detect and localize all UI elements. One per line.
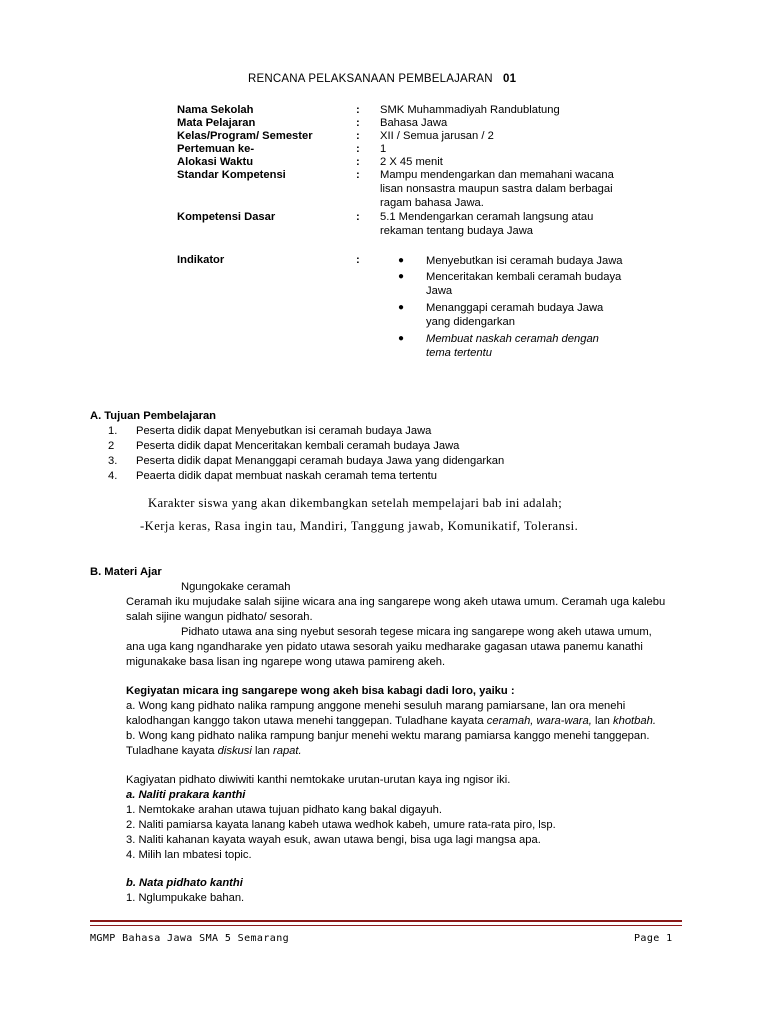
paragraph-line (126, 744, 302, 758)
bullet-icon: ● (398, 271, 405, 282)
footer-rule (90, 925, 682, 926)
text-run: Tuladhane kayata (126, 745, 218, 757)
tujuan-item: Peserta didik dapat Menyebutkan isi ceramah budaya Jawa (136, 425, 432, 437)
paragraph-line: migunakake basa lisan ing ngarepe wong utawa pamireng akeh. (126, 656, 446, 668)
karakter-list: -Kerja keras, Rasa ingin tau, Mandiri, Tanggung jawab, Komunikatif, Toleransi. (140, 519, 579, 533)
text-run-italic: diskusi (217, 745, 252, 757)
footer-page-number: Page 1 (634, 933, 673, 944)
naliti-item: 3. Naliti kahanan kayata wayah esuk, awan utawa bengi, bisa uga lagi mangsa apa. (126, 834, 541, 846)
value-kelas: XII / Semua jarusan / 2 (380, 130, 494, 142)
value-mata-pelajaran: Bahasa Jawa (380, 117, 448, 129)
indikator-item: Membuat naskah ceramah dengan (426, 333, 599, 345)
kegiyatan-heading: Kegiyatan micara ing sangarepe wong akeh bisa kabagi dadi loro, yaiku : (126, 685, 515, 697)
colon: : (356, 117, 360, 129)
document-title (248, 72, 516, 86)
paragraph-line: Kagiyatan pidhato diwiwiti kanthi nemtokake urutan-urutan kaya ing ngisor iki. (126, 774, 511, 786)
indikator-item-cont: tema tertentu (426, 347, 492, 359)
colon: : (356, 254, 360, 266)
label-alokasi-waktu: Alokasi Waktu (177, 156, 254, 168)
indikator-item-cont: yang didengarkan (426, 316, 515, 328)
nata-item: 1. Nglumpukake bahan. (126, 892, 245, 904)
label-kompetensi-dasar: Kompetensi Dasar (177, 211, 276, 223)
list-number: 4. (108, 470, 118, 482)
colon: : (356, 130, 360, 142)
label-mata-pelajaran: Mata Pelajaran (177, 117, 256, 129)
paragraph-line: a. Wong kang pidhato nalika rampung anggone menehi sesuluh marang pamiarsane, lan ora menehi (126, 700, 626, 712)
list-number: 1. (108, 425, 118, 437)
materi-subtitle: Ngungokake ceramah (181, 581, 291, 593)
paragraph-line: b. Wong kang pidhato nalika rampung banjur menehi wektu marang pamiarsa kanggo menehi tanggepan. (126, 730, 650, 742)
value-alokasi-waktu: 2 X 45 menit (380, 156, 443, 168)
tujuan-item: Peserta didik dapat Menanggapi ceramah budaya Jawa yang didengarkan (136, 455, 505, 467)
colon: : (356, 156, 360, 168)
value-nama-sekolah: SMK Muhammadiyah Randublatung (380, 104, 560, 116)
title-text: RENCANA PELAKSANAAN PEMBELAJARAN (248, 73, 493, 85)
text-run-italic: ceramah, wara-wara, (486, 715, 592, 727)
colon: : (356, 143, 360, 155)
paragraph-line: ana uga kang ngandharake yen pidato utawa sesorah yaiku medharake gagasan utawa panemu kanathi (126, 641, 643, 653)
bullet-icon: ● (398, 255, 405, 266)
bullet-icon: ● (398, 302, 405, 313)
paragraph-line: salah sijine wangun pidhato/ sesorah. (126, 611, 313, 623)
colon: : (356, 211, 360, 223)
subheading-nata: b. Nata pidhato kanthi (126, 877, 243, 889)
indikator-item: Menyebutkan isi ceramah budaya Jawa (426, 255, 623, 267)
text-run: lan (591, 715, 614, 727)
label-nama-sekolah: Nama Sekolah (177, 104, 254, 116)
indikator-item-cont: Jawa (426, 285, 453, 297)
tujuan-item: Peserta didik dapat Menceritakan kembali ceramah budaya Jawa (136, 440, 460, 452)
naliti-item: 4. Milih lan mbatesi topic. (126, 849, 252, 861)
naliti-item: 2. Naliti pamiarsa kayata lanang kabeh utawa wedhok kabeh, umure rata-rata piro, lsp. (126, 819, 556, 831)
paragraph-line: Ceramah iku mujudake salah sijine wicara ana ing sangarepe wong akeh utawa umum. Ceramah uga kalebu (126, 596, 666, 608)
subheading-naliti: a. Naliti prakara kanthi (126, 789, 246, 801)
label-pertemuan: Pertemuan ke- (177, 143, 255, 155)
colon: : (356, 169, 360, 181)
section-heading-tujuan: A. Tujuan Pembelajaran (90, 410, 216, 422)
value-kompetensi-dasar-line: rekaman tentang budaya Jawa (380, 225, 533, 237)
indikator-item: Menanggapi ceramah budaya Jawa (426, 302, 604, 314)
text-run-italic: khotbah. (613, 715, 656, 727)
paragraph-line (126, 714, 656, 728)
footer-rule (90, 920, 682, 922)
text-run-italic: rapat. (273, 745, 302, 757)
paragraph-line: Pidhato utawa ana sing nyebut sesorah tegese micara ing sangarepe wong akeh utawa umum, (181, 626, 652, 638)
value-standar-kompetensi-line: lisan nonsastra maupun sastra dalam berbagai (380, 183, 613, 195)
list-number: 2 (108, 440, 115, 452)
label-kelas: Kelas/Program/ Semester (177, 130, 313, 142)
value-kompetensi-dasar-line: 5.1 Mendengarkan ceramah langsung atau (380, 211, 594, 223)
value-pertemuan: 1 (380, 143, 387, 155)
indikator-item: Menceritakan kembali ceramah budaya (426, 271, 622, 283)
label-standar-kompetensi: Standar Kompetensi (177, 169, 286, 181)
colon: : (356, 104, 360, 116)
footer-left-text: MGMP Bahasa Jawa SMA 5 Semarang (90, 933, 290, 944)
list-number: 3. (108, 455, 118, 467)
text-run: kalodhangan kanggo takon utawa menehi tanggepan. Tuladhane kayata (126, 715, 487, 727)
bullet-icon: ● (398, 333, 405, 344)
label-indikator: Indikator (177, 254, 225, 266)
value-standar-kompetensi-line: ragam bahasa Jawa. (380, 197, 484, 209)
section-heading-materi: B. Materi Ajar (90, 566, 162, 578)
naliti-item: 1. Nemtokake arahan utawa tujuan pidhato kang bakal digayuh. (126, 804, 442, 816)
text-run: lan (251, 745, 273, 757)
title-number: 01 (502, 73, 517, 85)
value-standar-kompetensi-line: Mampu mendengarkan dan memahani wacana (380, 169, 614, 181)
karakter-heading: Karakter siswa yang akan dikembangkan setelah mempelajari bab ini adalah; (148, 496, 563, 510)
tujuan-item: Peaerta didik dapat membuat naskah ceramah tema tertentu (136, 470, 437, 482)
